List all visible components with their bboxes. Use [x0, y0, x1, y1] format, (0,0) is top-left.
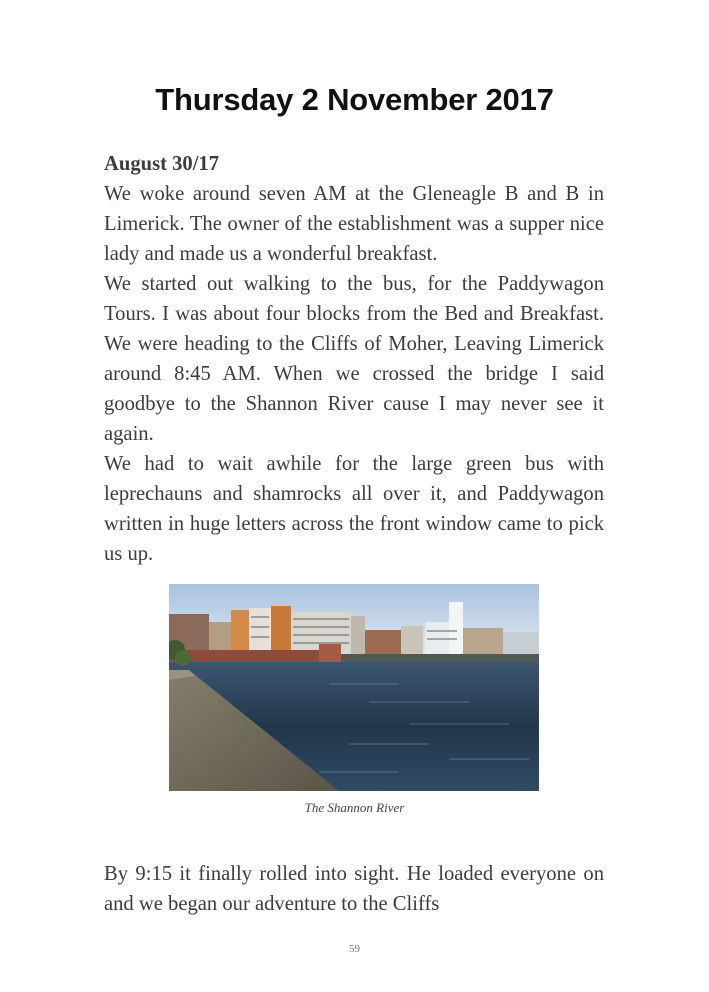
photo-illustration: [169, 584, 539, 791]
entry-date: August 30/17: [104, 153, 220, 175]
page-number: 59: [349, 943, 360, 955]
paragraph-3: We had to wait awhile for the large green bus with leprechauns and shamrocks all over it, and Paddywagon written in huge letters across the front window came to pick us up.: [104, 453, 604, 565]
photo-caption: The Shannon River: [304, 800, 405, 815]
page-title: Thursday 2 November 2017: [155, 82, 554, 117]
paragraph-1: We woke around seven AM at the Gleneagle B and B in Limerick. The owner of the establishment was a supper nice lady and made us a wonderful breakfast.: [104, 183, 604, 265]
paragraph-4: By 9:15 it finally rolled into sight. He loaded everyone on and we began our adventure to the Cliffs: [104, 863, 604, 915]
paragraph-2: We started out walking to the bus, for the Paddywagon Tours. I was about four blocks from the Bed and Breakfast. We were heading to the Cliffs of Moher, Leaving Limerick around 8:45 AM. When we crossed the bridge I said goodbye to the Shannon River cause I may never see it again.: [104, 273, 604, 445]
journal-entry: [104, 149, 604, 569]
journal-continuation: [104, 859, 604, 919]
shannon-river-photo: [169, 584, 539, 791]
